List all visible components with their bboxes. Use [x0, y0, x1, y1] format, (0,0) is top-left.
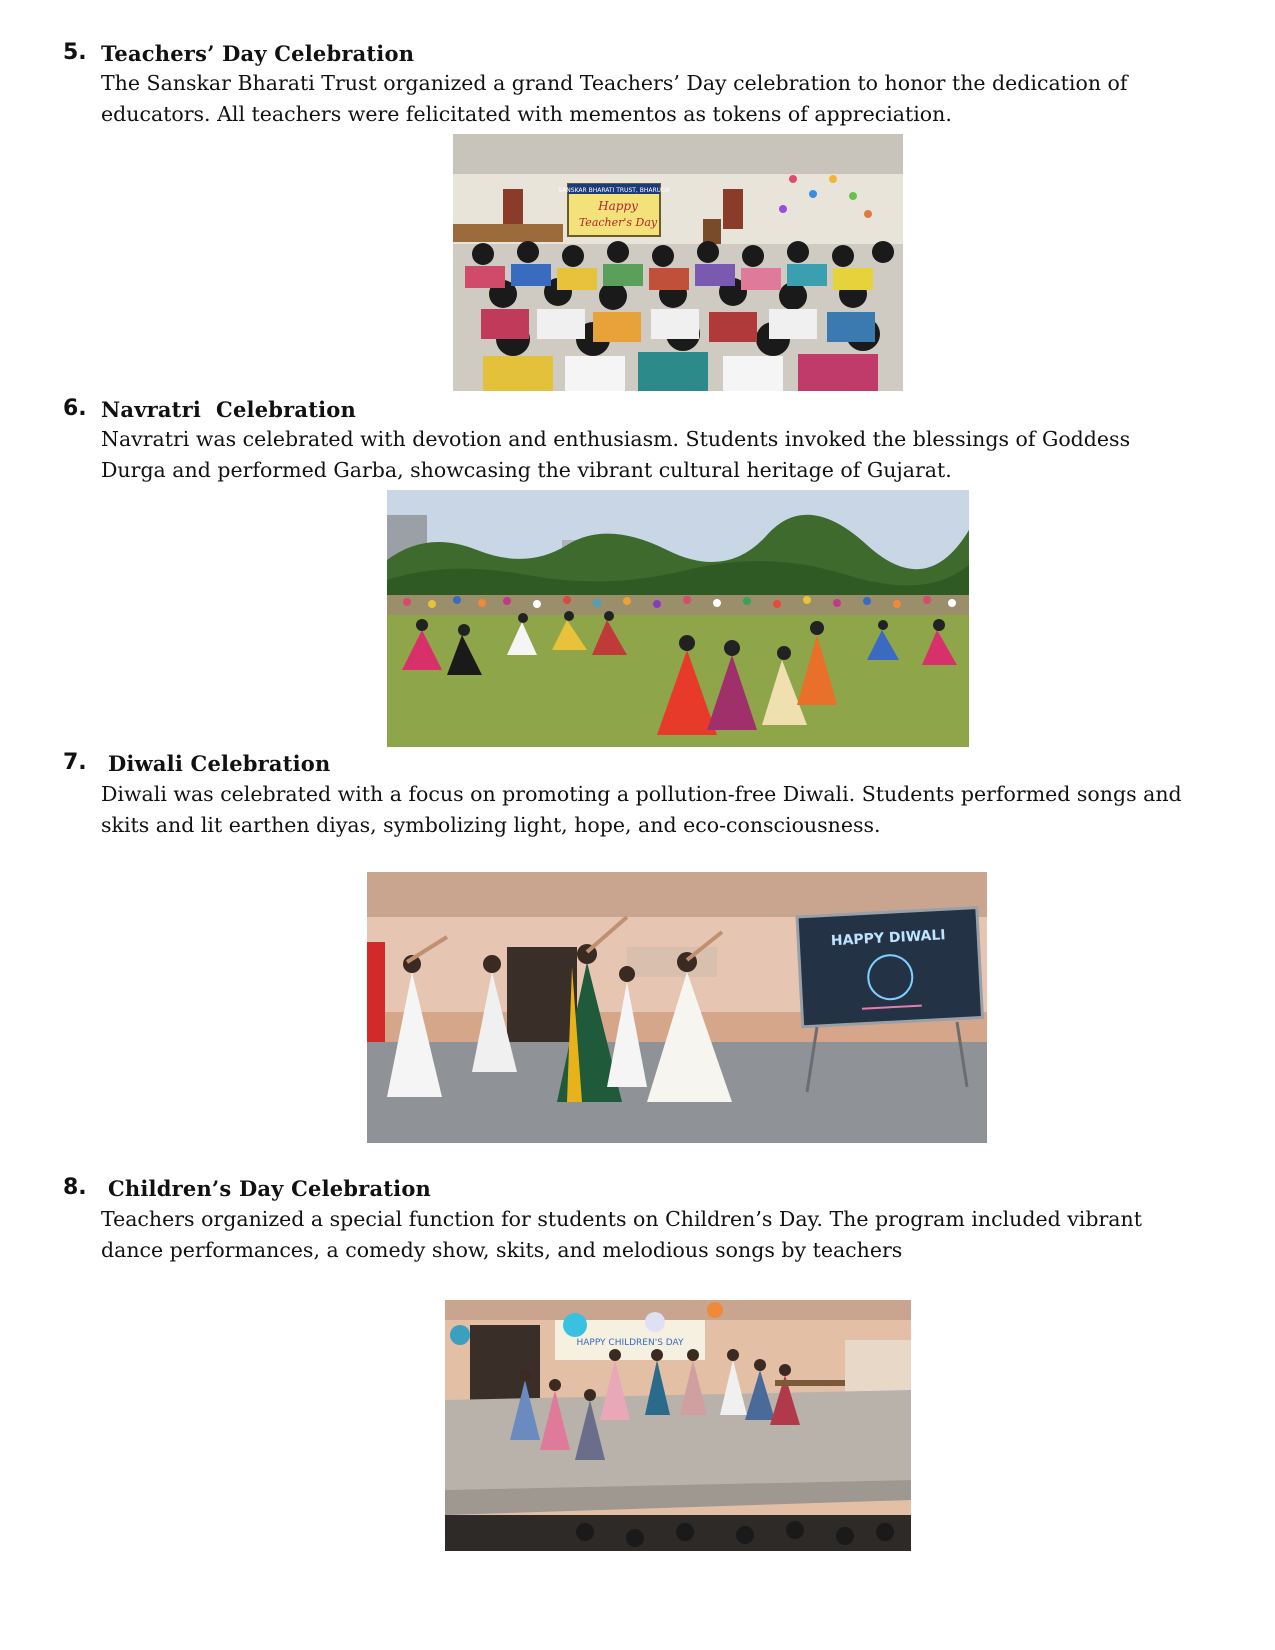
- section-description: [101, 68, 1261, 130]
- section-title: Children’s Day Celebration: [108, 1176, 432, 1201]
- description-line: The Sanskar Bharati Trust organized a grand Teachers’ Day celebration to honor the dedication of: [101, 71, 1128, 95]
- description-line: dance performances, a comedy show, skits, and melodious songs by teachers: [101, 1238, 903, 1262]
- section-description: [101, 779, 1261, 841]
- board-greeting: HAPPY DIWALI: [830, 927, 946, 950]
- banner-happy: Happy: [598, 199, 638, 213]
- teachers-day-photo: [453, 134, 903, 391]
- description-line: Navratri was celebrated with devotion and enthusiasm. Students invoked the blessings of Goddess: [101, 427, 1131, 451]
- section-number: 5.: [63, 40, 87, 65]
- section-title: Teachers’ Day Celebration: [101, 41, 415, 66]
- section-description: [101, 1204, 1261, 1266]
- section-title: Diwali Celebration: [108, 751, 331, 776]
- childrens-day-photo: [445, 1300, 911, 1551]
- section-number: 7.: [63, 750, 87, 775]
- section-title: Navratri Celebration: [101, 397, 356, 422]
- banner-teachers-day: Teacher's Day: [578, 216, 658, 229]
- diwali-photo: [367, 872, 987, 1143]
- description-line: skits and lit earthen diyas, symbolizing light, hope, and eco-consciousness.: [101, 813, 881, 837]
- stage-banner: HAPPY CHILDREN'S DAY: [576, 1338, 684, 1348]
- banner-heading: SANSKAR BHARATI TRUST, BHARUCH: [558, 187, 670, 194]
- navratri-photo: [387, 490, 969, 747]
- section-description: [101, 424, 1261, 486]
- description-line: Teachers organized a special function for students on Children’s Day. The program included vibrant: [101, 1207, 1142, 1231]
- description-line: educators. All teachers were felicitated with mementos as tokens of appreciation.: [101, 102, 952, 126]
- section-number: 6.: [63, 396, 87, 421]
- description-line: Diwali was celebrated with a focus on promoting a pollution-free Diwali. Students performed songs and: [101, 782, 1182, 806]
- section-number: 8.: [63, 1175, 87, 1200]
- description-line: Durga and performed Garba, showcasing the vibrant cultural heritage of Gujarat.: [101, 458, 952, 482]
